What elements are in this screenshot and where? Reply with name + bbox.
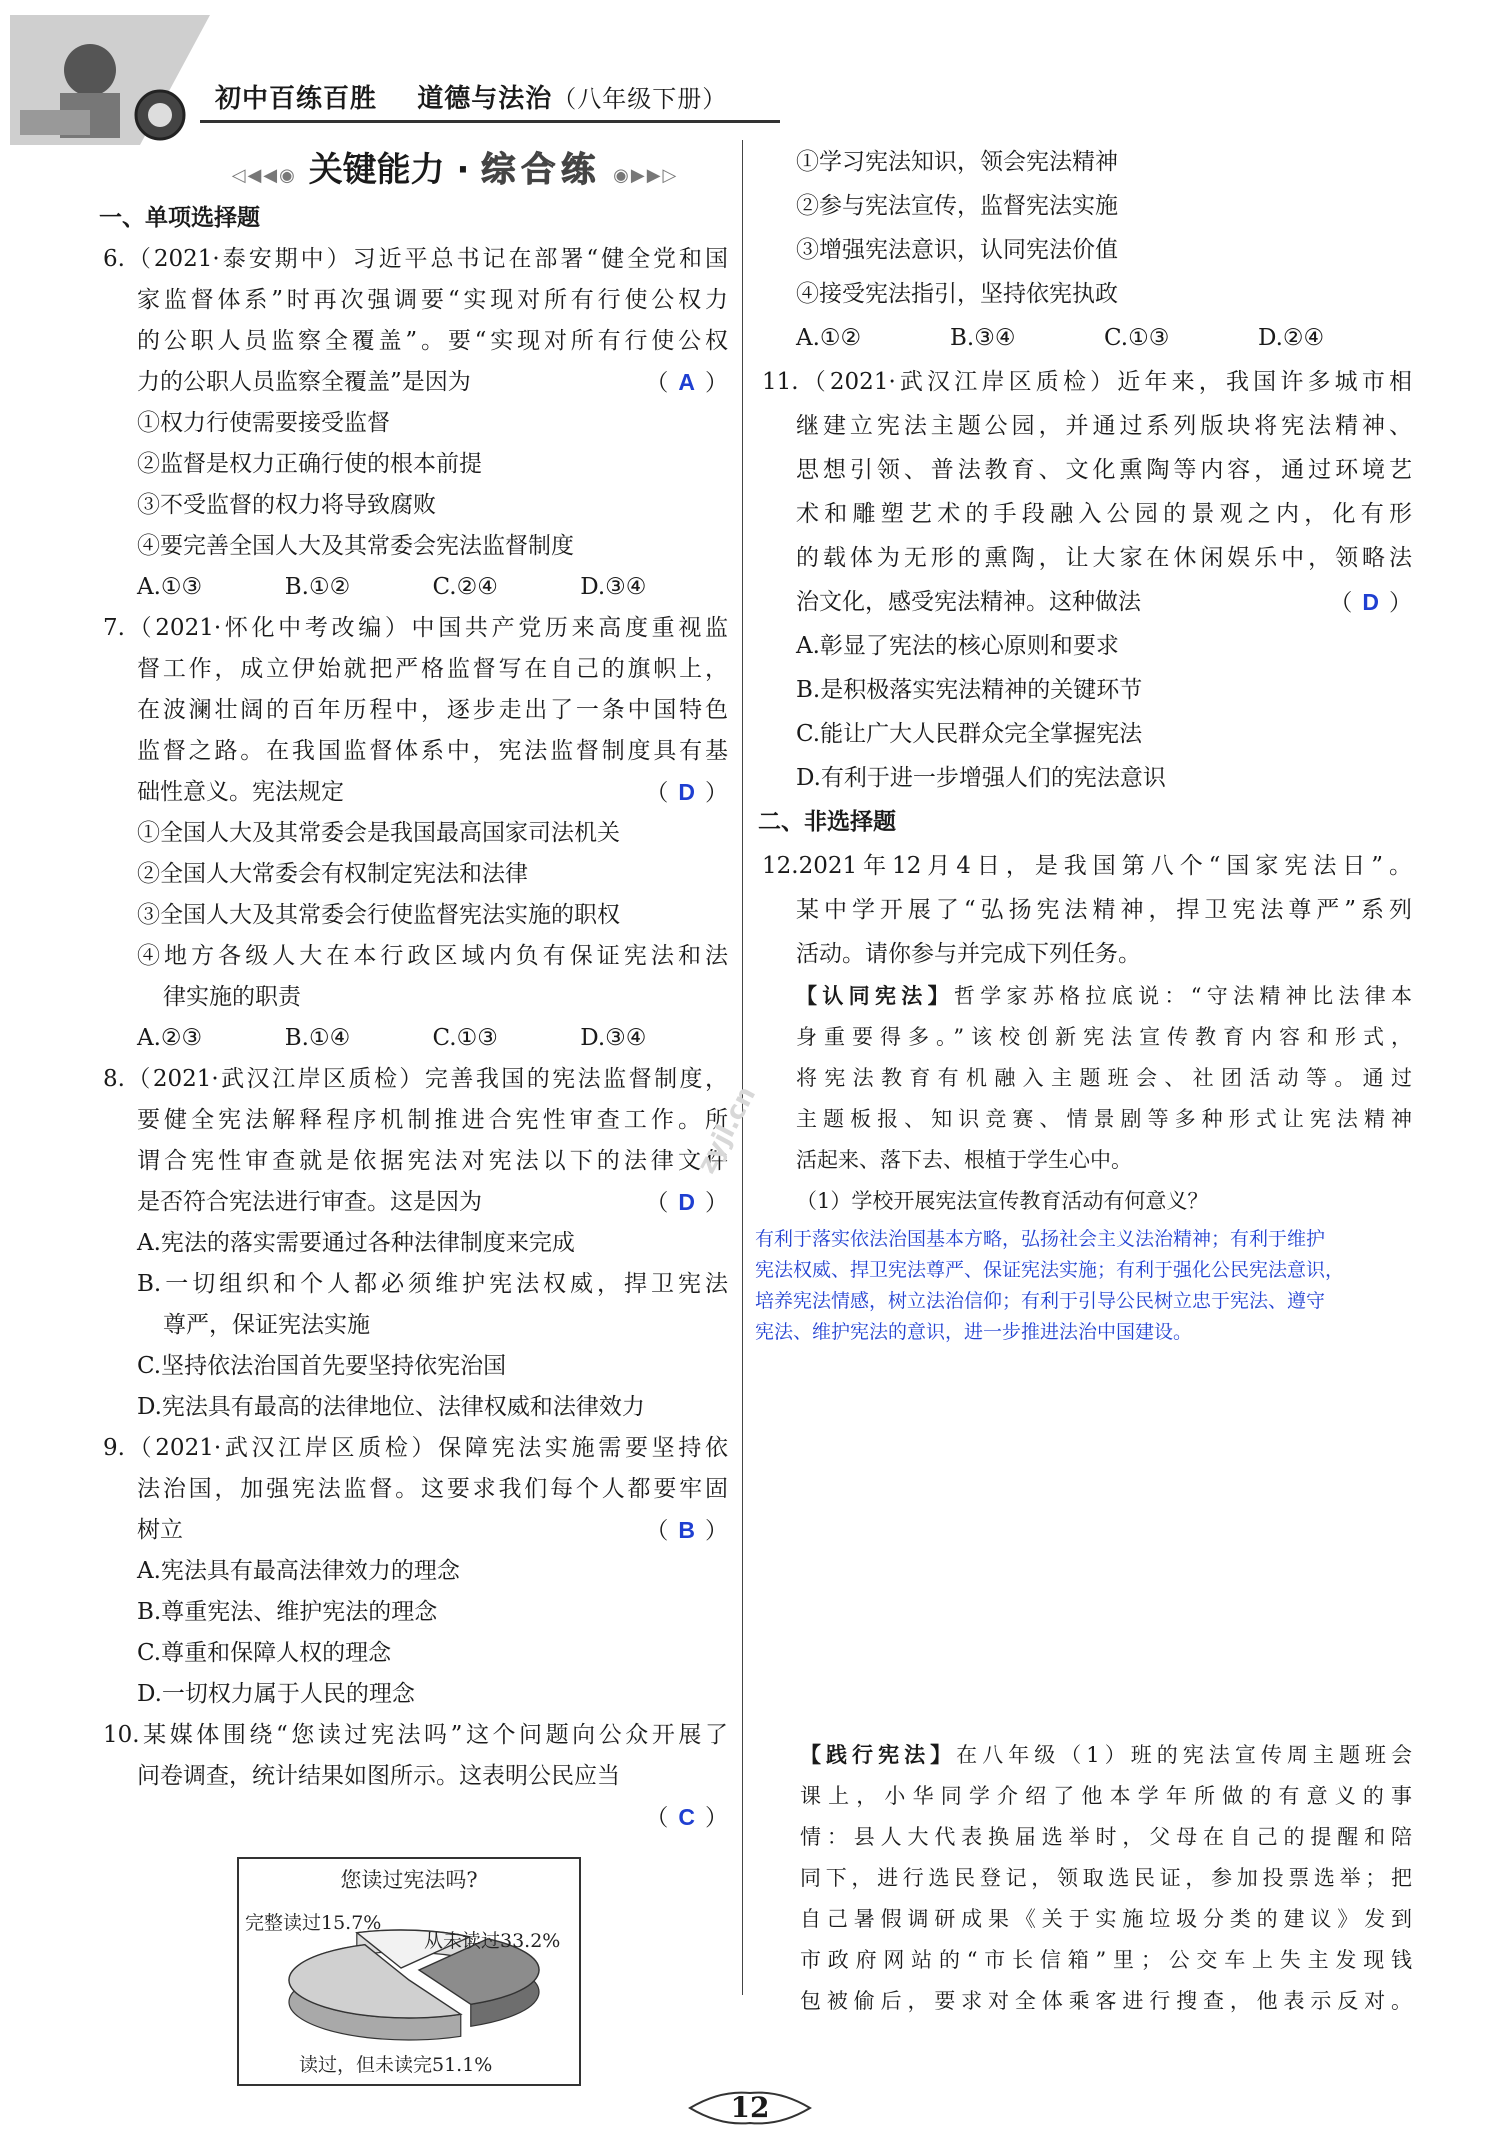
question-11	[762, 360, 1412, 800]
q10-line: 10.某媒体围绕“您读过宪法吗”这个问题向公众开展了	[103, 1722, 728, 1748]
q7-item: ③全国人大及其常委会行使监督宪法实施的职权	[137, 902, 620, 928]
q11-option-d: D.有利于进一步增强人们的宪法意识	[796, 765, 1166, 791]
header-rule	[200, 120, 780, 123]
q8-stem-end: 是否符合宪法进行审查。这是因为	[137, 1189, 482, 1215]
q8-line: 要健全宪法解释程序机制推进合宪性审查工作。所	[137, 1107, 728, 1133]
section-part2: 综合练	[481, 150, 602, 190]
q12-line: 12.2021年12月4日，是我国第八个“国家宪法日”。	[762, 853, 1412, 879]
q9-stem-end: 树立	[137, 1517, 183, 1543]
q7-answer-value: D	[678, 779, 695, 805]
q7-option-d: D.③④	[580, 1025, 647, 1051]
q9-option-d: D.一切权力属于人民的理念	[137, 1681, 415, 1707]
q6-option-c: C.②④	[432, 574, 498, 600]
q9-line: 9.（2021·武汉江岸区质检）保障宪法实施需要坚持依	[103, 1435, 728, 1461]
q10-line: 问卷调查，统计结果如图所示。这表明公民应当	[137, 1763, 620, 1789]
q7-item: ④地方各级人大在本行政区域内负有保证宪法和法	[137, 943, 728, 969]
para1-line: 主题板报、知识竞赛、情景剧等多种形式让宪法精神	[796, 1107, 1412, 1131]
q11-stem-end: 治文化，感受宪法精神。这种做法	[796, 589, 1141, 615]
pie-label: 从未读过33.2%	[424, 1930, 561, 1952]
q7-answer: （ D ）	[645, 779, 728, 806]
section-part1: 关键能力	[308, 150, 445, 190]
q8-line: 8.（2021·武汉江岸区质检）完善我国的宪法监督制度，	[103, 1066, 728, 1092]
q9-answer-value: B	[678, 1517, 695, 1543]
q11-line: 的载体为无形的熏陶，让大家在休闲娱乐中，领略法	[796, 545, 1412, 571]
grade-label: （八年级下册）	[552, 85, 728, 113]
q9-answer: （ B ）	[645, 1517, 728, 1544]
question-10	[103, 1715, 728, 1838]
pie-label: 读过，但未读完51.1%	[299, 2054, 493, 2076]
pie-label: 完整读过15.7%	[245, 1912, 382, 1934]
answer-1	[755, 1224, 1412, 1348]
tag-practice-constitution: 【践行宪法】	[800, 1743, 957, 1767]
q9-option-c: C.尊重和保障人权的理念	[137, 1640, 392, 1666]
q7-item-cont: 律实施的职责	[163, 984, 301, 1010]
answer-1-line: 宪法权威、捍卫宪法尊严、保证宪法实施；有利于强化公民宪法意识，	[755, 1259, 1345, 1281]
tag-identify-constitution: 【认同宪法】	[796, 984, 954, 1008]
para1-line	[762, 976, 1412, 1017]
q6-option-a: A.①③	[137, 574, 203, 600]
q6-options	[103, 567, 728, 608]
q6-answer-value: A	[678, 369, 695, 395]
q8-option-c: C.坚持依法治国首先要坚持依宪治国	[137, 1353, 507, 1379]
para2-line: 市政府网站的“市长信箱”里；公交车上失主发现钱	[800, 1948, 1412, 1972]
q8-option-d: D.宪法具有最高的法律地位、法律权威和法律效力	[137, 1394, 645, 1420]
q10-item: ②参与宪法宣传，监督宪法实施	[796, 193, 1118, 219]
q10-option-b: B.③④	[950, 325, 1016, 351]
q11-line: 思想引领、普法教育、文化熏陶等内容，通过环境艺	[796, 457, 1412, 483]
q7-line: 监督之路。在我国监督体系中，宪法监督制度具有基	[137, 738, 728, 764]
para2-line: 同下，进行选民登记，领取选民证，参加投票选举；把	[800, 1866, 1412, 1890]
q8-option-b: B.一切组织和个人都必须维护宪法权威，捍卫宪法	[137, 1271, 728, 1297]
q11-option-b: B.是积极落实宪法精神的关键环节	[796, 677, 1143, 703]
q10-item: ④接受宪法指引，坚持依宪执政	[796, 281, 1118, 307]
q8-option-b-cont: 尊严，保证宪法实施	[163, 1312, 370, 1338]
para2-line: 课上，小华同学介绍了他本学年所做的有意义的事	[800, 1784, 1412, 1808]
para1-text: 哲学家苏格拉底说：“守法精神比法律本	[953, 984, 1413, 1008]
q6-item: ③不受监督的权力将导致腐败	[137, 492, 436, 518]
q6-item: ①权力行使需要接受监督	[137, 410, 390, 436]
header-title	[215, 78, 727, 115]
q10-answer-value: C	[678, 1804, 695, 1830]
q10-answer: （ C ）	[645, 1804, 728, 1831]
q6-option-d: D.③④	[580, 574, 647, 600]
question-9	[103, 1428, 728, 1715]
q8-line: 谓合宪性审查就是依据宪法对宪法以下的法律文件	[137, 1148, 728, 1174]
q7-option-c: C.①③	[432, 1025, 498, 1051]
answer-1-line: 有利于落实依法治国基本方略，弘扬社会主义法治精神；有利于维护	[755, 1228, 1326, 1250]
q10-option-d: D.②④	[1258, 325, 1325, 351]
q6-option-b: B.①②	[284, 574, 351, 600]
right-arrows-icon: ◉▶▶▷	[613, 165, 679, 186]
q6-line	[103, 362, 728, 403]
q7-line: 在波澜壮阔的百年历程中，逐步走出了一条中国特色	[137, 697, 728, 723]
watermark: zyjl.cn	[691, 1081, 763, 1179]
q7-options	[103, 1018, 728, 1059]
q10-item: ③增强宪法意识，认同宪法价值	[796, 237, 1118, 263]
q10-options	[762, 316, 1412, 360]
q9-line: 法治国，加强宪法监督。这要求我们每个人都要牢固	[137, 1476, 728, 1502]
q10-option-c: C.①③	[1104, 325, 1170, 351]
left-arrows-icon: ◁◀◀◉	[231, 165, 297, 186]
heading-non-choice: 二、非选择题	[758, 809, 896, 835]
page-number-text: 12	[730, 2091, 770, 2124]
q12-line: 活动。请你参与并完成下列任务。	[796, 941, 1141, 967]
left-column	[99, 198, 728, 1838]
sub-question-1: （1）学校开展宪法宣传教育活动有何意义？	[796, 1189, 1209, 1213]
q8-line	[103, 1182, 728, 1223]
question-6	[103, 239, 728, 608]
q6-line: 6.（2021·泰安期中）习近平总书记在部署“健全党和国	[103, 246, 728, 272]
practice-paragraph	[800, 1735, 1412, 2022]
q6-answer: （ A ）	[645, 369, 728, 396]
q7-item: ②全国人大常委会有权制定宪法和法律	[137, 861, 528, 887]
q7-stem-end: 础性意义。宪法规定	[137, 779, 344, 805]
q12-line: 某中学开展了“弘扬宪法精神，捍卫宪法尊严”系列	[796, 897, 1412, 923]
para1-line: 活起来、落下去、根植于学生心中。	[796, 1148, 1132, 1172]
right-column	[755, 140, 1413, 1348]
chart-title: 您读过宪法吗?	[340, 1868, 478, 1892]
q6-stem-end: 力的公职人员监察全覆盖”是因为	[137, 369, 471, 395]
q11-line: 术和雕塑艺术的手段融入公园的景观之内，化有形	[796, 501, 1412, 527]
q6-line: 家监督体系”时再次强调要“实现对所有行使公权力	[137, 287, 728, 313]
q11-option-a: A.彰显了宪法的核心原则和要求	[796, 633, 1119, 659]
para2-line: 情：县人大代表换届选举时，父母在自己的提醒和陪	[800, 1825, 1412, 1849]
q11-line: 继建立宪法主题公园，并通过系列版块将宪法精神、	[796, 413, 1412, 439]
q7-option-a: A.②③	[137, 1025, 203, 1051]
answer-1-line: 培养宪法情感，树立法治信仰；有利于引导公民树立忠于宪法、遵守	[755, 1290, 1326, 1312]
q8-answer-value: D	[678, 1189, 695, 1215]
para2-line: 自己暑假调研成果《关于实施垃圾分类的建议》发到	[800, 1907, 1412, 1931]
q11-line	[762, 580, 1412, 624]
question-12	[755, 844, 1413, 1348]
q9-option-a: A.宪法具有最高法律效力的理念	[137, 1558, 460, 1584]
section-title	[190, 142, 720, 191]
q10-item: ①学习宪法知识，领会宪法精神	[796, 149, 1118, 175]
q7-item: ①全国人大及其常委会是我国最高国家司法机关	[137, 820, 620, 846]
pie-chart	[237, 1857, 581, 2086]
heading-single-choice: 一、单项选择题	[99, 205, 260, 231]
q11-option-c: C.能让广大人民群众完全掌握宪法	[796, 721, 1143, 747]
q11-line: 11.（2021·武汉江岸区质检）近年来，我国许多城市相	[762, 369, 1412, 395]
header-illustration	[10, 15, 215, 145]
section-dot: ·	[456, 150, 470, 190]
q8-answer: （ D ）	[645, 1189, 728, 1216]
pie-chart-svg	[239, 1859, 579, 2084]
para1-line: 身重要得多。”该校创新宪法宣传教育内容和形式，	[796, 1025, 1412, 1049]
q9-line	[103, 1510, 728, 1551]
q7-line: 7.（2021·怀化中考改编）中国共产党历来高度重视监	[103, 615, 728, 641]
question-7	[103, 608, 728, 1059]
q9-option-b: B.尊重宪法、维护宪法的理念	[137, 1599, 438, 1625]
q6-line: 的公职人员监察全覆盖”。要“实现对所有行使公权	[137, 328, 728, 354]
page-number	[680, 2085, 820, 2131]
para1-line: 将宪法教育有机融入主题班会、社团活动等。通过	[796, 1066, 1412, 1090]
q10-answer-line	[103, 1797, 728, 1838]
series-name: 初中百练百胜	[215, 84, 378, 114]
question-8	[103, 1059, 728, 1428]
column-divider	[742, 140, 743, 1995]
para2-line	[800, 1735, 1412, 1776]
q10-option-a: A.①②	[796, 325, 862, 351]
q8-option-a: A.宪法的落实需要通过各种法律制度来完成	[137, 1230, 575, 1256]
subject-name: 道德与法治	[417, 84, 553, 114]
q6-item: ②监督是权力正确行使的根本前提	[137, 451, 482, 477]
para2-line: 包被偷后，要求对全体乘客进行搜查，他表示反对。	[800, 1989, 1412, 2013]
q7-line: 督工作，成立伊始就把严格监督写在自己的旗帜上，	[137, 656, 728, 682]
para2-text: 在八年级（1）班的宪法宣传周主题班会	[956, 1743, 1413, 1767]
q11-answer: （ D ）	[1329, 589, 1412, 616]
q7-option-b: B.①④	[284, 1025, 351, 1051]
q7-line	[103, 772, 728, 813]
answer-1-line: 宪法、维护宪法的意识，进一步推进法治中国建设。	[755, 1321, 1193, 1343]
q11-answer-value: D	[1362, 589, 1379, 615]
q6-item: ④要完善全国人大及其常委会宪法监督制度	[137, 533, 574, 559]
